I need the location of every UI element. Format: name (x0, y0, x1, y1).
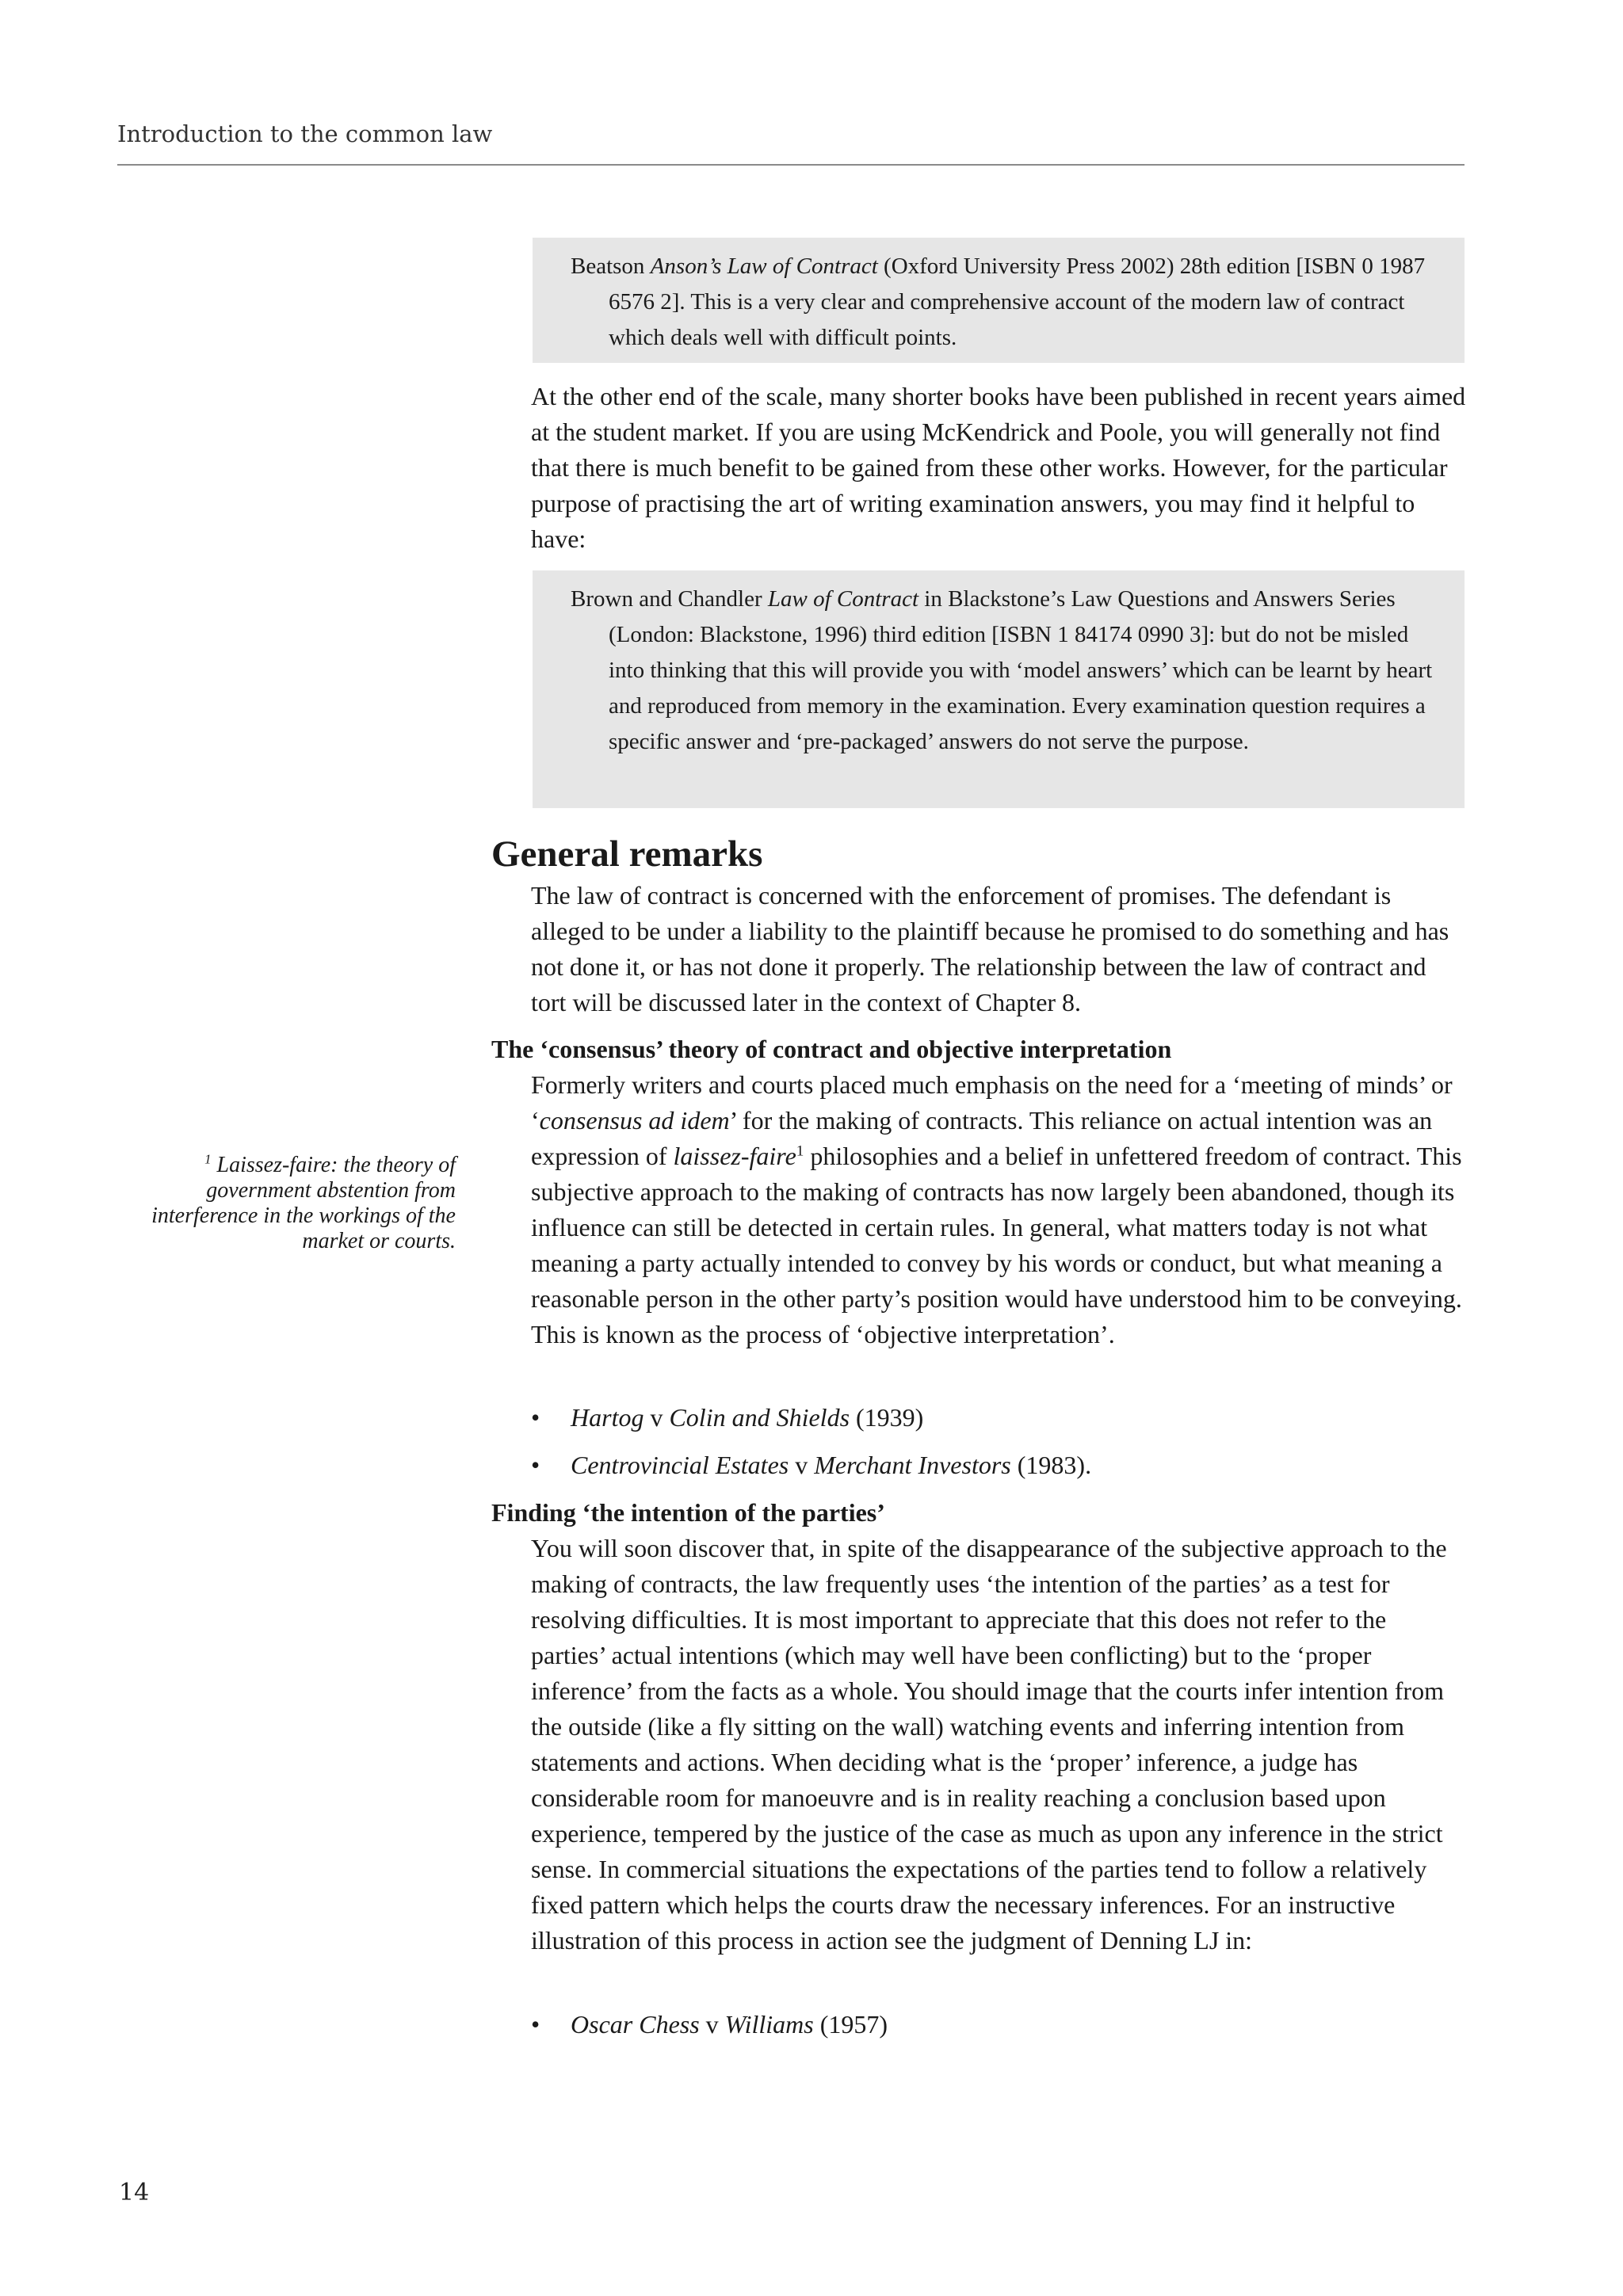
paragraph-intention: You will soon discover that, in spite of the disappearance of the subjective approach to the making of contracts, the law frequently uses ‘the intention of the parties’ as a test for resolving difficulties. It is most important to appreciate that this does not refer to the parties’ actual intentions (which may well have been conflicting) but to the ‘proper inference’ from the facts as a whole. You should image that the courts infer intention from the outside (like a fly sitting on the wall) watching events and inferring intention from statements and actions. When deciding what is the ‘proper’ inference, a judge has considerable room for manoeuvre and is in reality reaching a conclusion based upon experience, tempered by the justice of the case as much as upon any inference in the strict sense. In commercial situations the expectations of the parties tend to follow a relatively fixed pattern which helps the courts draw the necessary inferences. For an instructive illustration of this process in action see the judgment of Denning LJ in: (531, 1534, 1447, 1955)
ref-title: Anson’s Law of Contract (650, 254, 878, 279)
bullet-icon: • (531, 1451, 540, 1479)
case-party: Williams (724, 2010, 814, 2039)
case-year: (1983). (1017, 1451, 1092, 1479)
bullet-icon: • (531, 2010, 540, 2039)
case-versus: v (795, 1451, 808, 1479)
text-segment: philosophies and a belief in unfettered freedom of contract. This subjective approach to the making of contracts has now largely been abandoned, though its influence can still be detected in certain rules. In general, what matters today is not what meaning a party actually intended to convey by his words or conduct, but what meaning a reasonable person in the other party’s position would have understood him to be conveying. This is known as the process of ‘objective interpretation’. (531, 1142, 1462, 1348)
case-item (531, 1447, 1091, 1483)
paragraph-shorter-books: At the other end of the scale, many shorter books have been published in recent years aimed at the student market. If you are using McKendrick and Poole, you will generally not find that there is much benefit to be gained from these other works. However, for the particular purpose of practising the art of writing examination answers, you may find it helpful to have: (531, 382, 1466, 553)
paragraph-general-remarks: The law of contract is concerned with the enforcement of promises. The defendant is alleged to be under a liability to the plaintiff because he promised to do something and has not done it, or has not done it properly. The relationship between the law of contract and tort will be discussed later in the context of Chapter 8. (531, 881, 1449, 1016)
reference-anson (571, 249, 1433, 356)
latin-term: consensus ad idem (539, 1106, 730, 1135)
case-party: Oscar Chess (571, 2010, 700, 2039)
reading-box-anson (533, 238, 1465, 363)
subheading-consensus: The ‘consensus’ theory of contract and objective interpretation (491, 1035, 1172, 1063)
ref-author: Brown and Chandler (571, 586, 762, 612)
case-party: Hartog (571, 1403, 644, 1432)
note-text: Laissez-faire: the theory of government abstention from interference in the workings of the market or courts. (151, 1153, 456, 1253)
case-party: Merchant Investors (814, 1451, 1011, 1479)
ref-author: Beatson (571, 254, 645, 279)
term-laissez-faire: laissez-faire (673, 1142, 796, 1170)
text-segment: Formerly writers and courts placed much emphasis on the need for a ‘meeting of minds’ or ‘ (531, 1070, 1453, 1135)
case-item (531, 1400, 923, 1436)
case-item (531, 2007, 888, 2042)
margin-note-laissez-faire (119, 1153, 456, 1254)
case-year: (1957) (819, 2010, 888, 2039)
case-party: Centrovincial Estates (571, 1451, 789, 1479)
reading-box-brown-chandler (533, 570, 1465, 808)
section-heading-general-remarks: General remarks (491, 833, 763, 875)
subheading-intention: Finding ‘the intention of the parties’ (491, 1498, 885, 1527)
case-versus: v (650, 1403, 663, 1432)
case-versus: v (705, 2010, 719, 2039)
note-number: 1 (204, 1151, 212, 1167)
case-year: (1939) (856, 1403, 924, 1432)
ref-details: (Oxford University Press 2002) 28th edition [ISBN 0 1987 6576 2]. This is a very clear and comprehensive account of the modern law of contract which deals well with difficult points. (609, 254, 1426, 350)
reference-brown-chandler (571, 582, 1433, 760)
ref-title: Law of Contract (767, 586, 919, 612)
bullet-icon: • (531, 1403, 540, 1432)
running-head: Introduction to the common law (117, 120, 493, 147)
case-party: Colin and Shields (669, 1403, 850, 1432)
text-segment: ’ for the making of contracts. This reliance on actual intention was an expression of (531, 1106, 1433, 1170)
header-rule (117, 164, 1465, 166)
footnote-ref: 1 (796, 1142, 804, 1160)
ref-details: in Blackstone’s Law Questions and Answers Series (London: Blackstone, 1996) third edition [ISBN 1 84174 0990 3]: but do not be misled into thinking that this will provide you with ‘model answers’ which can be learnt by heart and reproduced from memory in the examination. Every examination question requires a specific answer and ‘pre-packaged’ answers do not serve the purpose. (609, 586, 1433, 754)
paragraph-consensus (531, 1067, 1466, 1352)
page-number: 14 (119, 2179, 150, 2206)
